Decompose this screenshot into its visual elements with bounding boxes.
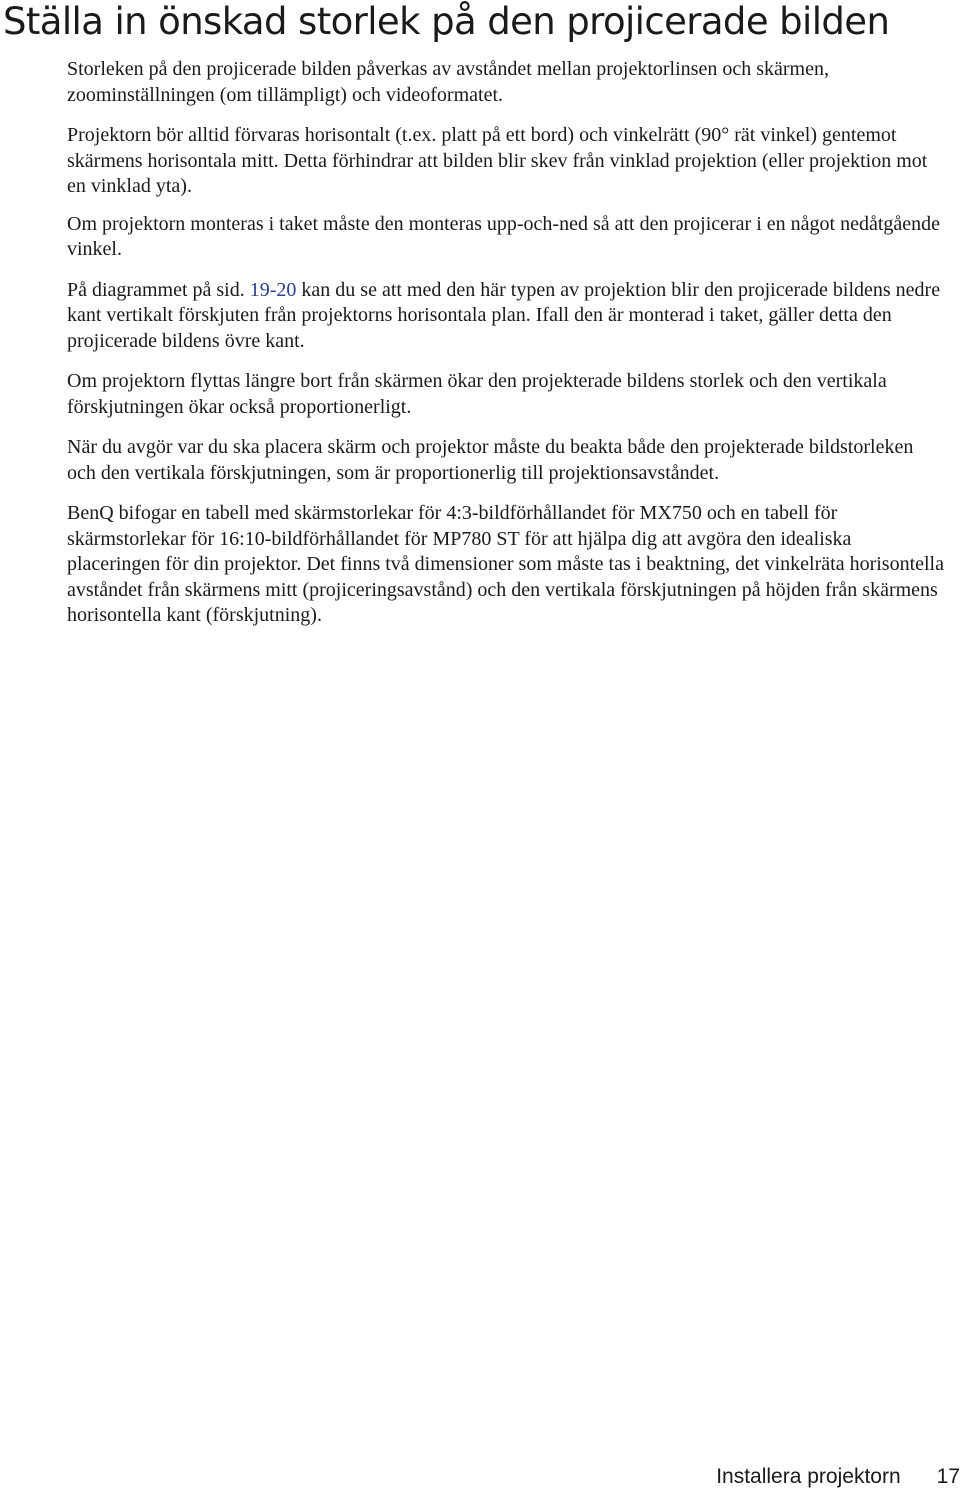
page-title: Ställa in önskad storlek på den projicerade bilden (3, 0, 890, 43)
paragraph-distance-effect: Om projektorn flyttas längre bort från skärmen ökar den projekterade bildens storlek och den vertikala förskjutningen ökar också proportionerligt. (67, 370, 887, 418)
paragraph-screen-size-tables: BenQ bifogar en tabell med skärmstorlekar för 4:3-bildförhållandet för MX750 och en tabell för skärmstorlekar för 16:10-bildförhållandet för MP780 ST för att hjälpa dig att avgöra den idealiska placeringen för din projektor. Det finns två dimensioner som måste tas i beaktning, det vinkelräta horisontella avståndet från skärmens mitt (projiceringsavstånd) och den vertikala förskjutningen på höjden från skärmens horisontella kant (förskjutning). (67, 502, 944, 626)
page-reference-link[interactable]: 19-20 (249, 278, 297, 301)
body-text (67, 57, 947, 644)
paragraph-placement-considerations: När du avgör var du ska placera skärm och projektor måste du beakta både den projekterade bildstorleken och den vertikala förskjutningen, som är proportionerlig till projektionsavståndet. (67, 436, 914, 484)
paragraph-horizontal-placement (67, 123, 947, 200)
paragraph-ceiling-mount: Om projektorn monteras i taket måste den monteras upp-och-ned så att den projicerar i en något nedåtgående vinkel. (67, 212, 941, 260)
paragraph-horizontal-placement-part1: Projektorn bör alltid förvaras horisontalt (t.ex. platt på ett bord) och vinkelrätt (90° rät vinkel) gentemot skärmens horisontala mitt. (67, 124, 897, 172)
paragraph-horizontal-placement-part2: Detta förhindrar att bilden blir skev från vinklad projektion (eller projektion mot en vinklad yta). (67, 149, 928, 197)
footer-section-title: Installera projektorn (716, 1465, 901, 1488)
diagram-reference-lead: På diagrammet på sid. (67, 278, 245, 301)
paragraph-image-size-factors: Storleken på den projicerade bilden påverkas av avståndet mellan projektorlinsen och skärmen, zoominställningen (om tillämpligt) och videoformatet. (67, 58, 829, 106)
page-number: 17 (936, 1465, 960, 1488)
paragraph-diagram-reference (67, 278, 947, 355)
diagram-reference-body: kan du se att med den här typen av projektion blir den projicerade bildens nedre kant vertikalt förskjuten från projektorns horisontala plan. Ifall den är monterad i taket, gäller detta den projicerade bildens övre kant. (67, 278, 941, 352)
page-footer (716, 1465, 960, 1489)
